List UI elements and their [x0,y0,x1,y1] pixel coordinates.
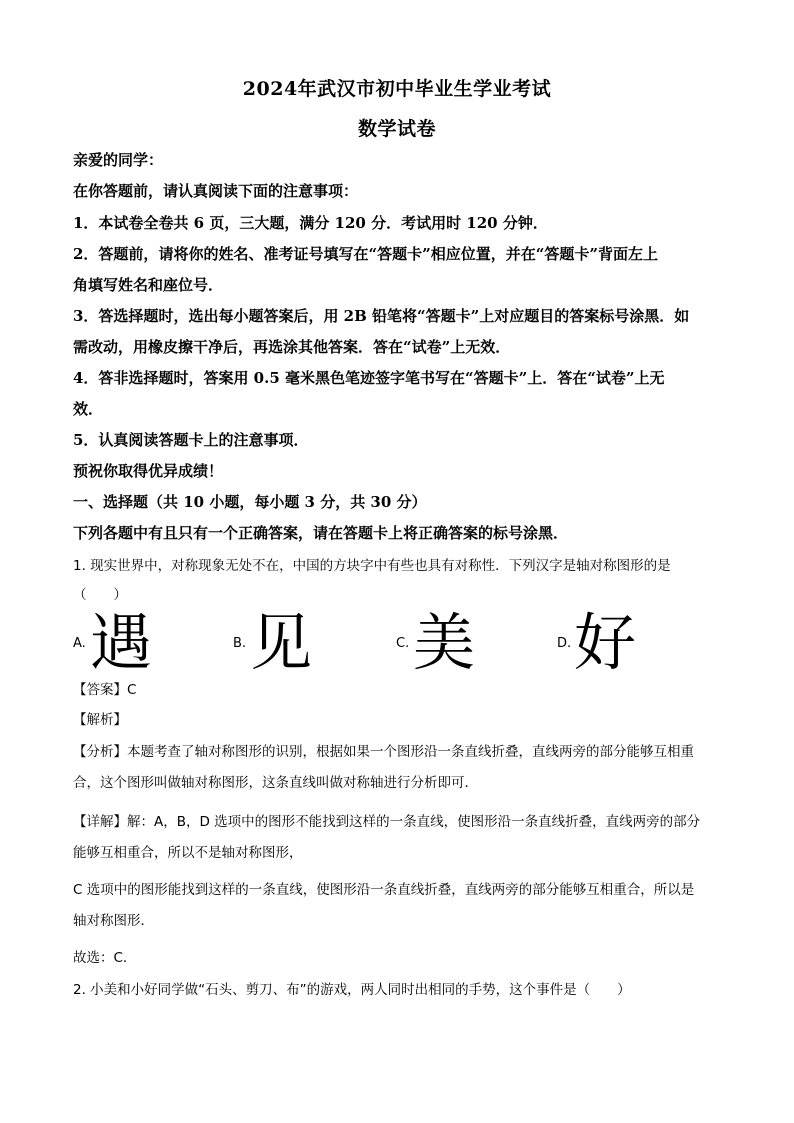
exam-title: 2024年武汉市初中毕业生学业考试 [242,78,552,100]
q1-analysis-label: 【解析】 [73,712,127,728]
q1-detail-d: 轴对称图形． [73,913,154,929]
q1-detail-a [73,812,728,832]
option-b-letter: B. [233,636,247,651]
q1-answer [73,680,728,700]
answer-label: 【答案】 [73,682,127,698]
option-d-char: 好 [574,606,637,679]
notice-item-3a: 3．答选择题时，选出每小题答案后，用 2B 铅笔将“答题卡”上对应题目的答案标号涂黑．如 [73,307,690,325]
section-heading: 一、选择题（共 10 小题，每小题 3 分，共 30 分） [73,493,427,511]
notice-item-2a: 2．答题前，请将你的姓名、准考证号填写在“答题卡”相应位置，并在“答题卡”背面左上 [73,245,658,263]
notice-wish: 预祝你取得优异成绩！ [73,462,224,480]
option-c-letter: C. [396,636,410,651]
q1-choice: 故选：C． [73,950,137,966]
section-instruction: 下列各题中有且只有一个正确答案，请在答题卡上将正确答案的标号涂黑． [73,524,569,542]
fenxi-text-a: 本题考查了轴对称图形的识别，根据如果一个图形沿一条直线折叠，直线两旁的部分能够互相重 [127,744,694,760]
notice-item-4a: 4．答非选择题时，答案用 0.5 毫米黑色笔迹签字笔书写在“答题卡”上．答在“试卷”上无 [73,369,665,387]
option-a-letter: A. [73,636,86,651]
q1-detail-c: C 选项中的图形能找到这样的一条直线，使图形沿一条直线折叠，直线两旁的部分能够互相重合，所以是 [73,882,695,898]
q1-detail-b: 能够互相重合，所以不是轴对称图形， [73,845,303,861]
q2-stem: 2. 小美和小好同学做“石头、剪刀、布”的游戏，两人同时出相同的手势，这个事件是（ ） [73,982,631,998]
option-c-char: 美 [413,606,476,679]
q1-stem-a: 1. 现实世界中，对称现象无处不在，中国的方块字中有些也具有对称性．下列汉字是轴对称图形的是 [73,558,671,574]
notice-item-2b: 角填写姓名和座位号． [73,276,224,294]
notice-intro: 在你答题前，请认真阅读下面的注意事项： [73,182,359,200]
fenxi-label: 【分析】 [73,744,127,760]
greeting: 亲爱的同学： [73,151,164,169]
answer-value: C [127,682,137,698]
option-b-char: 见 [250,606,313,679]
q1-stem-b: （ ） [73,587,127,603]
detail-label: 【详解】 [73,814,127,830]
notice-item-3b: 需改动，用橡皮擦干净后，再选涂其他答案．答在“试卷”上无效． [73,338,511,356]
exam-subtitle: 数学试卷 [357,118,436,140]
option-d-letter: D. [557,636,572,651]
notice-item-1: 1．本试卷全卷共 6 页，三大题，满分 120 分．考试用时 120 分钟． [73,214,548,232]
notice-item-4b: 效． [73,400,104,418]
detail-text-a: 解：A，B，D 选项中的图形不能找到这样的一条直线，使图形沿一条直线折叠，直线两旁的部分 [127,814,701,830]
notice-item-5: 5．认真阅读答题卡上的注意事项． [73,431,309,449]
q1-fenxi-b: 合，这个图形叫做轴对称图形，这条直线叫做对称轴进行分析即可． [73,775,478,791]
option-a-char: 遇 [90,606,153,679]
q1-fenxi-a [73,742,728,762]
